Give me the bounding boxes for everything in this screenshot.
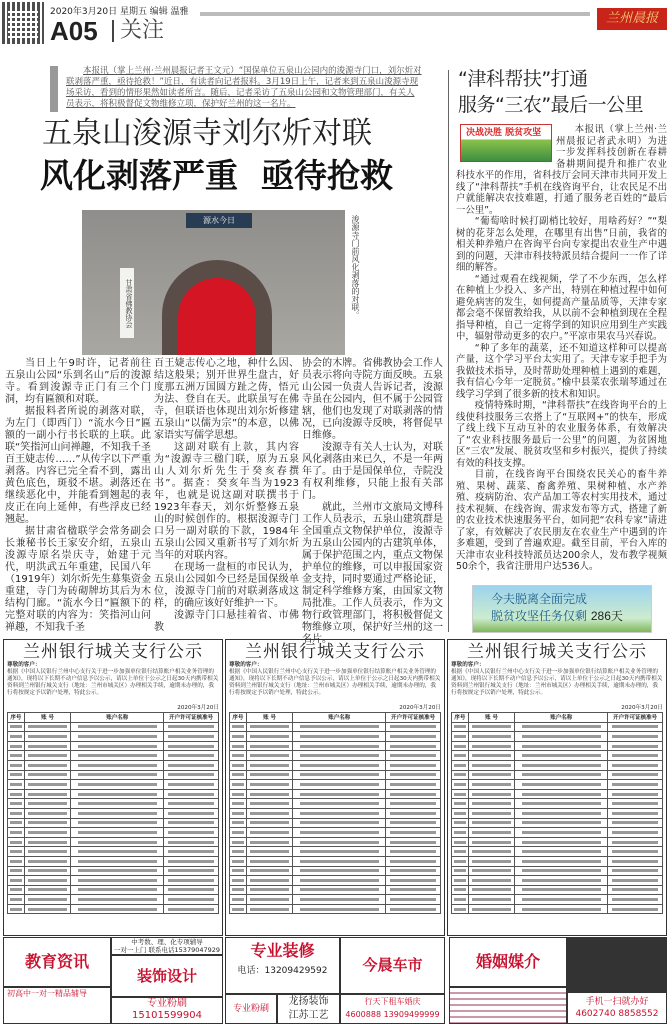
table-row (452, 799, 663, 809)
table-row (452, 828, 663, 838)
table-row (8, 904, 219, 914)
ad-painting-2[interactable] (225, 994, 277, 1024)
table-row (452, 780, 663, 790)
paragraph: “通过观看在线视频，学了不少东西，怎么样在种植上少投入、多产出，特别在种植过程中如何避免病害的发生，如何提高产量品质等，天津专家都会毫不保留教给我，从以前不会种植到现在全程指导种植，自己一定将学到的知识应用到生产实践中，辐射带动更多的农户。”平凉市果农马兴春说。 (456, 273, 667, 342)
badge-text: 决战决胜 脱贫攻坚 (466, 128, 542, 138)
ad-text: 婚姻媒介 (475, 952, 540, 971)
table-row (230, 885, 441, 895)
table-row (452, 770, 663, 780)
issue-date: 2020年3月20日 星期五 编辑 温雅 (50, 7, 189, 17)
column-header: 账户名称 (293, 713, 386, 723)
table-row (230, 799, 441, 809)
table-row (8, 789, 219, 799)
qr-code[interactable] (2, 2, 44, 44)
ad-text: 装饰设计 (136, 967, 197, 985)
column-divider (448, 70, 449, 632)
article-column-2 (154, 358, 299, 634)
ad-text: 龙扬装饰 (288, 996, 329, 1007)
bank-notice-3 (447, 639, 667, 936)
paragraph: 百王婕志传心之地，种什么因、结这般果；别开世界生盘古，好度那五洲万国圆方趾之俦，悟元为法、登自在天。此联虽写在佛寺，但联语也体现出刘尔炘修建五泉山“以儒为宗”的本意，以佛家语实写儒学思想。 (154, 358, 299, 441)
table-row (8, 837, 219, 847)
table-row (452, 904, 663, 914)
column-header: 开户许可证核准号 (608, 713, 663, 723)
ad-text: 今晨车市 (362, 956, 423, 974)
notice-text (7, 662, 219, 704)
notice-title: 兰州银行城关支行公示 (245, 642, 425, 662)
table-row (230, 818, 441, 828)
table-row (452, 818, 663, 828)
notice-body: 根据《中国人民银行兰州中心支行关于进一步加强单位银行结算账户相关业务管理的通知》，现将以下长期不动户信息予以公示，请以上单位于公示之日起30天内携带相关资料到兰州银行城关支行（地址：兰州市城关区）办理相关手续，逾期未办理的，我行将按规定予以销户处理，特此公示。 (7, 669, 219, 696)
ad-text: 15101599904 (132, 1010, 202, 1021)
column-header: 序号 (8, 713, 25, 723)
page-number: A05 (50, 16, 98, 46)
notice-body: 根据《中国人民银行兰州中心支行关于进一步加强单位银行结算账户相关业务管理的通知》，现将以下长期不动户信息予以公示，请以上单位于公示之日起30天内携带相关资料到兰州银行城关支行（地址：兰州市城关区）办理相关手续，逾期未办理的，我行将按规定予以销户处理，特此公示。 (229, 669, 441, 696)
column-header: 开户许可证核准号 (164, 713, 219, 723)
table-row (8, 760, 219, 770)
table-row (230, 789, 441, 799)
notice-title: 兰州银行城关支行公示 (23, 642, 203, 662)
table-row (452, 847, 663, 857)
table-row (230, 722, 441, 732)
title-line: “津科帮扶”打通 (458, 68, 588, 90)
side-article-title (458, 66, 668, 118)
table-row (8, 780, 219, 790)
account-table (451, 712, 663, 914)
table-row (452, 722, 663, 732)
headline-line2: 风化剥落严重 亟待抢救 (40, 156, 393, 195)
bank-notice-1 (3, 639, 223, 936)
bank-notice-2 (225, 639, 445, 936)
table-row (8, 856, 219, 866)
table-row (452, 866, 663, 876)
table-row (8, 828, 219, 838)
ad-tutor[interactable] (111, 937, 223, 955)
paragraph: 本报讯（掌上兰州·兰州晨报记者武永明）为进一步发挥科技创新在春耕备耕期间提升和推广农业科技水平的作用，省科技厅会同天津市共同开发上线了“津科帮扶”手机在线咨询平台，让农民足不出户就能解决农技难题，打通了服务老百姓的“最后一公里”。 (456, 124, 667, 216)
table-row (452, 741, 663, 751)
table-row (230, 837, 441, 847)
temple-photo (82, 210, 345, 355)
ad-text: 手机一扫就办好 (585, 997, 649, 1007)
ad-tutor-fine[interactable] (3, 987, 111, 1024)
ad-decoration-design[interactable] (111, 955, 223, 997)
article-column-1 (5, 358, 151, 634)
notice-date: 2020年3月20日 (399, 705, 441, 711)
table-row (452, 732, 663, 742)
table-row (8, 741, 219, 751)
table-row (8, 885, 219, 895)
days-remaining: 286天 (590, 609, 623, 623)
account-table (7, 712, 219, 914)
notice-date: 2020年3月20日 (177, 705, 219, 711)
table-row (8, 808, 219, 818)
side-article-body (456, 124, 667, 573)
notice-salute: 尊敬的客户： (7, 662, 41, 668)
table-row (230, 732, 441, 742)
account-table (229, 712, 441, 914)
ad-painting[interactable] (111, 997, 223, 1024)
photo-sign: 甘肃省佛教协会 (120, 268, 134, 338)
ad-text: 电话：13209429592 (237, 966, 328, 976)
lead-paragraph: 本报讯（掌上兰州·兰州晨报记者王文元）“国保单位五泉山公园内的浚源寺门口，刘尔炘对联剥落严重，亟待抢救！”近日，有读者向记者报料。3月19日上午，记者来到五泉山浚源寺现场采访，看到的情形果然如读者所言。随后，记者采访了五泉山公园和文物管理部门，有关人员表示，将积极督促文物维修立项，保护好兰州的这一名片。 (50, 66, 422, 112)
table-row (230, 866, 441, 876)
column-header: 账户名称 (71, 713, 164, 723)
table-row (8, 847, 219, 857)
poverty-campaign-badge (460, 124, 552, 162)
paragraph: 当日上午9时许，记者前往五泉山公园“乐到名山”后的浚源寺。看到浚源寺正门有三个门洞，均有匾额和对联。 (5, 358, 151, 405)
table-row (8, 866, 219, 876)
table-row (230, 895, 441, 905)
notice-salute: 尊敬的客户： (451, 662, 485, 668)
table-row (8, 751, 219, 761)
ad-marriage[interactable] (449, 937, 567, 987)
notice-title: 兰州银行城关支行公示 (467, 642, 647, 662)
table-row (230, 904, 441, 914)
table-row (452, 837, 663, 847)
paragraph: 浚源寺门口悬挂着省、市佛教 (154, 610, 299, 633)
ad-scan-qr[interactable] (567, 937, 667, 1024)
table-row (230, 876, 441, 886)
paragraph: 据报料者所说的剥落对联，为左门（即西门）“流水今日”匾额的一副小行书长联的上联。此联“笑指河山问禅趣，不知我千圣百王婕志传……”从传字以下严重剥落。内容已完全看不到，露出黄色底色，斑驳不堪。剥落还在继续恶化中，并能看到翘起的表皮正在向上延伸，有些浮皮已经翘起。 (5, 406, 151, 525)
table-row (452, 895, 663, 905)
column-header: 账户名称 (515, 713, 608, 723)
ad-text: 4602740 8858552 (575, 1009, 659, 1019)
ad-text: 专业装修 (250, 941, 315, 960)
column-header: 序号 (452, 713, 469, 723)
table-row (8, 799, 219, 809)
column-header: 开户许可证核准号 (386, 713, 441, 723)
table-row (230, 780, 441, 790)
banner-line: 脱贫攻坚任务仅剩 (491, 609, 588, 623)
table-row (230, 856, 441, 866)
table-row (230, 828, 441, 838)
notice-salute: 尊敬的客户： (229, 662, 263, 668)
column-header: 账 号 (24, 713, 70, 723)
ad-renovation[interactable] (225, 937, 340, 994)
table-row (452, 876, 663, 886)
paragraph: 就此，兰州市文旅局文博科工作人员表示，五泉山建筑群是全国重点文物保护单位，浚源寺为五泉山公园内的古建筑单体，属于保护范围之内，重点文物保护单位的维修，可以申报国家资金支持，同时要通过严格论证，制定科学维修方案，由国家文物局批准。工作人员表示，作为文物行政管理部门，将积极督促文物维修立项，保护好兰州的这一名片。 (302, 502, 443, 645)
table-row (230, 847, 441, 857)
notice-text (229, 662, 441, 704)
paragraph: 疫情特殊时期，“津科帮扶”在线咨询平台的上线使科技服务三农搭上了“互联网+”的快车，形成了线上线下互动互补的农业服务体系，有效解决了“农业科技服务最后一公里”的问题，为贫困地区“三农”发展、脱贫攻坚和乡村振兴，提供了持续有效的科技支撑。 (456, 400, 667, 469)
table-row (8, 895, 219, 905)
header-rule (200, 12, 590, 16)
table-row (8, 722, 219, 732)
ad-longyang[interactable] (277, 994, 340, 1024)
newspaper-logo: 兰州晨报 (597, 8, 667, 30)
paragraph: “种了多年的蔬菜，还不知道这样种可以提高产量，这个学习平台太实用了。天津专家手把手为我做技术指导，及时帮助处理种植上遇到的难题，我有信心今年一定脱贫。”榆中县菜农张瑞琴通过在线学习学到了很多新的技术和知识。 (456, 342, 667, 400)
classified-ads (3, 937, 667, 1024)
paragraph: 据甘肃省楹联学会常务副会长兼秘书长王家安介绍，五泉山浚源寺原名崇庆寺，始建于元代，明洪武五年重建，民国八年（1919年）刘尔炘先生募集资金重建，寺门为砖砌牌坊其后为木结构门廊。“流水今日”匾额下的完整对联的内容为：笑指河山问禅趣，不知我千圣 (5, 526, 151, 633)
ad-text: 一对一上门 联系电话15379047929 (113, 946, 221, 954)
ad-text: 行天下租车婚庆 (364, 997, 421, 1006)
section-name: 关注 (112, 20, 164, 42)
table-row (452, 789, 663, 799)
column-header: 账 号 (246, 713, 292, 723)
countdown-banner (472, 585, 652, 633)
column-header: 序号 (230, 713, 247, 723)
ad-education[interactable] (3, 937, 111, 987)
paragraph: 协会的木牌。省佛教协会工作人员表示将向寺院方面反映。五泉山公园一负责人告诉记者，浚源寺虽在公园内，但不属于公园管辖，他们也发现了对联剥落的情况，已向浚源寺反映，将督促早日维修。 (302, 358, 443, 441)
table-row (230, 741, 441, 751)
photo-red-door (178, 278, 256, 355)
ad-car-market[interactable] (340, 937, 445, 994)
photo-plaque: 源水今日 (186, 213, 252, 228)
column-header: 账 号 (468, 713, 514, 723)
ad-car-rental[interactable] (340, 994, 445, 1024)
table-row (452, 808, 663, 818)
ad-text: 专业粉刷 (232, 1004, 269, 1014)
ad-text: 教育资讯 (24, 952, 89, 971)
ad-text: 4600888 13909499999 (345, 1010, 440, 1019)
table-row (8, 770, 219, 780)
table-row (8, 818, 219, 828)
ad-text: 专业粉刷 (147, 998, 187, 1009)
paragraph: 这副对联有上款，其内容为“浚源寺三楹门联，原为五泉山人刘尔炘先生于癸亥春撰书”。据查：癸亥年当为1923年，也就是说这副对联撰书于1923年春天，刘尔炘整修五泉山的时候创作的。根据浚源寺门口另一副对联的下款，1984年五泉山公园又重新书写了刘尔炘当年的对联内容。 (154, 442, 299, 561)
table-row (8, 876, 219, 886)
table-row (230, 770, 441, 780)
table-row (452, 856, 663, 866)
paragraph: 目前，在线咨询平台围绕农民关心的畜牛养殖、果树、蔬菜、畜禽养殖、果树种植、水产养殖、疫病防治、农产品加工等农村实用技术，通过技术视频、在线咨询、需求发布等方式，搭建了新的农业技术快速服务平台，如同把“农科专家”请进了家，有效解决了农民朋友在农业生产中遇到的许多难题，受到了普遍欢迎。截至目前，平台入库的天津市农业科技特派员达200余人，发布教学视频50余个，我省注册用户达536人。 (456, 469, 667, 572)
notice-text (451, 662, 663, 704)
table-row (230, 760, 441, 770)
table-row (8, 732, 219, 742)
photo-caption: 浚源寺门前风化剥落的对联。 (351, 215, 360, 319)
table-row (230, 808, 441, 818)
banner-line: 今夫脱离全面完成 (491, 592, 588, 606)
table-row (452, 751, 663, 761)
title-line: 服务“三农”最后一公里 (458, 94, 644, 116)
headline-line1: 五泉山浚源寺刘尔炘对联 (42, 116, 372, 151)
table-row (452, 885, 663, 895)
article-column-3 (302, 358, 443, 646)
paragraph: 浚源寺有关人士认为，对联风化剥落由来已久，不是一年两年了。由于是国保单位，寺院没有权利维修，只能上报有关部门。 (302, 442, 443, 501)
notice-body: 根据《中国人民银行兰州中心支行关于进一步加强单位银行结算账户相关业务管理的通知》，现将以下长期不动户信息予以公示，请以上单位于公示之日起30天内携带相关资料到兰州银行城关支行（地址：兰州市城关区）办理相关手续，逾期未办理的，我行将按规定予以销户处理，特此公示。 (451, 669, 663, 696)
paragraph: 在现场一盘桓的市民认为，五泉山公园如今已经是国保级单位，浚源寺门前的对联剥落成这样，的确应该好好维护一下。 (154, 562, 299, 609)
ad-marriage-details[interactable] (449, 987, 567, 1024)
ad-text: 中考数、理、化专项辅导 (131, 938, 203, 946)
ad-text: 江苏工艺 (288, 1010, 329, 1021)
paragraph: “葡萄啥时候打副梢比较好，用啥药好？”“梨树的花芽怎么处理，在哪里有出售”日前，我省的相关种养殖户在咨询平台向专家提出农业生产中遇到的问题，天津市科技特派员结合提问一一作了详细的解答。 (456, 216, 667, 273)
table-row (230, 751, 441, 761)
table-row (452, 760, 663, 770)
notice-date: 2020年3月20日 (621, 705, 663, 711)
ad-text: 初高中一对一精品辅导 (7, 989, 87, 998)
